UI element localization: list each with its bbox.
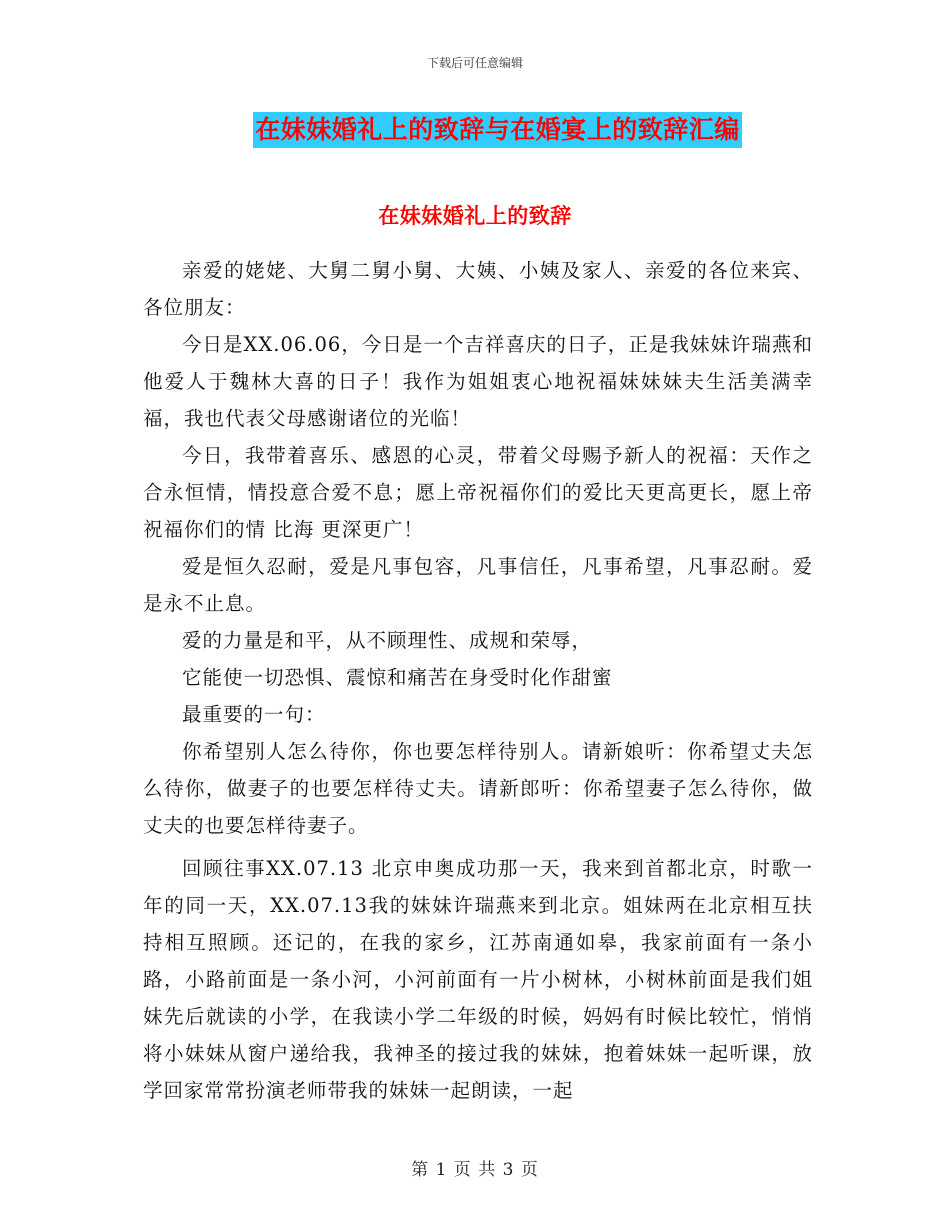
- paragraph-salutation: 亲爱的姥姥、大舅二舅小舅、大姨、小姨及家人、亲爱的各位来宾、各位朋友：: [143, 259, 813, 319]
- paragraph: 它能使一切恐惧、震惊和痛苦在身受时化作甜蜜: [182, 666, 613, 689]
- paragraph: 爱是恒久忍耐，爱是凡事包容，凡事信任，凡事希望，凡事忍耐。爱是永不止息。: [143, 555, 813, 615]
- document-title: 在妹妹婚礼上的致辞与在婚宴上的致辞汇编: [253, 112, 742, 148]
- document-title-container: [0, 112, 950, 148]
- section-title: 在妹妹婚礼上的致辞: [378, 203, 572, 228]
- paragraph: 最重要的一句：: [182, 703, 326, 726]
- paragraph: 今日，我带着喜乐、感恩的心灵，带着父母赐予新人的祝福：天作之合永恒情，情投意合爱不息；愿上帝祝福你们的爱比天更高更长，愿上帝祝福你们的情 比海 更深更广！: [143, 444, 813, 541]
- document-body: [143, 252, 813, 1109]
- paragraph: 今日是XX.06.06，今日是一个吉祥喜庆的日子，正是我妹妹许瑞燕和他爱人于魏林大喜的日子！我作为姐姐衷心地祝福妹妹妹夫生活美满幸福，我也代表父母感谢诸位的光临！: [143, 333, 813, 430]
- paragraph: 你希望别人怎么待你，你也要怎样待别人。请新娘听：你希望丈夫怎么待你，做妻子的也要怎样待丈夫。请新郎听：你希望妻子怎么待你，做丈夫的也要怎样待妻子。: [143, 740, 813, 837]
- page-header-note: 下载后可任意编辑: [426, 56, 523, 70]
- page-footer: 第 1 页 共 3 页: [411, 1160, 539, 1180]
- paragraph: 回顾往事XX.07.13 北京申奥成功那一天，我来到首都北京，时歌一年的同一天，XX.07.13我的妹妹许瑞燕来到北京。姐妹两在北京相互扶持相互照顾。还记的，在我的家乡，江苏南通如皋，我家前面有一条小路，小路前面是一条小河，小河前面有一片小树林，小树林前面是我们姐妹先后就读的小学，在我读小学二年级的时候，妈妈有时候比较忙，悄悄将小妹妹从窗户递给我，我神圣的接过我的妹妹，抱着妹妹一起听课，放学回家常常扮演老师带我的妹妹一起朗读，一起: [143, 857, 813, 1102]
- paragraph: 爱的力量是和平，从不顾理性、成规和荣辱，: [182, 629, 593, 652]
